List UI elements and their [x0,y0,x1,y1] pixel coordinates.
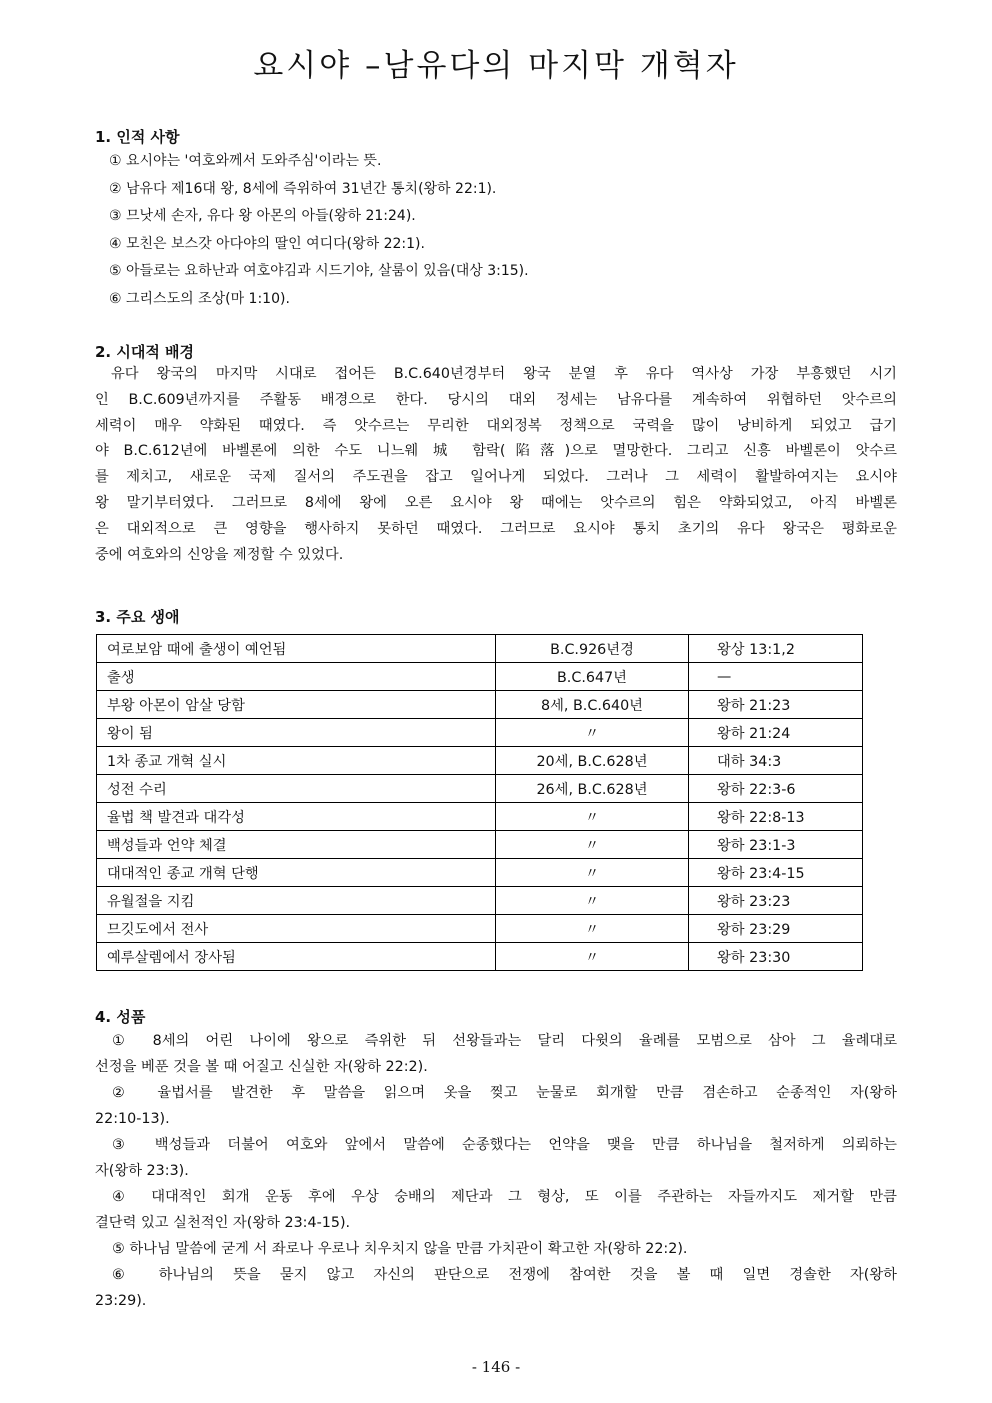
character-item-line: 23:29). [95,1293,147,1309]
reference-cell: 왕하 22:8-13 [689,803,863,831]
table-row [97,803,863,831]
reference-cell: 대하 34:3 [689,747,863,775]
age-date-cell: 〃 [496,915,689,943]
list-item: ⑤ 아들로는 요하난과 여호야김과 시드기야, 살룸이 있음(대상 3:15). [109,263,529,279]
character-item-line: ① 8세의 어린 나이에 왕으로 즉위한 뒤 선왕들과는 달리 다윗의 율례를 모범으로 삼아 그 율례대로 [112,1033,897,1049]
character-item-line: ③ 백성들과 더불어 여호와 앞에서 말씀에 순종했다는 언약을 맺을 만큼 하나님을 철저하게 의뢰하는 [112,1137,897,1153]
table-row [97,887,863,915]
list-item: ④ 모친은 보스갓 아다야의 딸인 여디다(왕하 22:1). [109,235,425,252]
character-item-line: 선정을 베푼 것을 볼 때 어질고 신실한 자(왕하 22:2). [95,1059,428,1075]
paragraph-line: 은 대외적으로 큰 영향을 행사하지 못하던 때였다. 그러므로 요시야 통치 초기의 유다 왕국은 평화로운 [95,520,897,537]
age-date-cell: 〃 [496,859,689,887]
table-row [97,831,863,859]
page-number: - 146 - [471,1358,521,1376]
event-cell: 부왕 아몬이 암살 당함 [97,691,496,719]
life-events-table [96,634,863,971]
age-date-cell: 26세, B.C.628년 [496,775,689,803]
character-item-line: ② 율법서를 발견한 후 말씀을 읽으며 옷을 찢고 눈물로 회개할 만큼 겸손하고 순종적인 자(왕하 [112,1085,897,1101]
reference-cell: — [689,663,863,691]
table-row [97,859,863,887]
table-row [97,635,863,663]
character-item-line: 결단력 있고 실천적인 자(왕하 23:4-15). [95,1215,351,1231]
event-cell: 1차 종교 개혁 실시 [97,747,496,775]
age-date-cell: 8세, B.C.640년 [496,691,689,719]
paragraph-line: 중에 여호와의 신앙을 제정할 수 있었다. [95,546,344,563]
age-date-cell: 〃 [496,803,689,831]
age-date-cell: B.C.647년 [496,663,689,691]
reference-cell: 왕하 21:23 [689,691,863,719]
paragraph-line: 인 B.C.609년까지를 주활동 배경으로 한다. 당시의 대외 정세는 남유다를 계속하여 위협하던 앗수르의 [95,391,897,408]
list-item: ③ 므낫세 손자, 유다 왕 아몬의 아들(왕하 21:24). [109,208,416,224]
reference-cell: 왕상 13:1,2 [689,635,863,663]
age-date-cell: B.C.926년경 [496,635,689,663]
list-item: ② 남유다 제16대 왕, 8세에 즉위하여 31년간 통치(왕하 22:1). [109,180,497,197]
event-cell: 왕이 됨 [97,719,496,747]
age-date-cell: 〃 [496,887,689,915]
character-item-line: ⑤ 하나님 말씀에 굳게 서 좌로나 우로나 치우치지 않을 만큼 가치관이 확고한 자(왕하 22:2). [112,1241,688,1257]
event-cell: 유월절을 지킴 [97,887,496,915]
section-heading-character: 4. 성품 [95,1008,146,1026]
table-row [97,691,863,719]
section-heading-main-life: 3. 주요 생애 [95,608,180,626]
event-cell: 율법 책 발견과 대각성 [97,803,496,831]
reference-cell: 왕하 22:3-6 [689,775,863,803]
age-date-cell: 20세, B.C.628년 [496,747,689,775]
reference-cell: 왕하 21:24 [689,719,863,747]
paragraph-line: 왕 말기부터였다. 그러므로 8세에 왕에 오른 요시야 왕 때에는 앗수르의 힘은 약화되었고, 아직 바벨론 [95,494,897,511]
event-cell: 므깃도에서 전사 [97,915,496,943]
table-row [97,775,863,803]
reference-cell: 왕하 23:23 [689,887,863,915]
reference-cell: 왕하 23:30 [689,943,863,971]
table-row [97,663,863,691]
event-cell: 출생 [97,663,496,691]
event-cell: 대대적인 종교 개혁 단행 [97,859,496,887]
character-item-line: ⑥ 하나님의 뜻을 묻지 않고 자신의 판단으로 전쟁에 참여한 것을 볼 때 일면 경솔한 자(왕하 [112,1267,897,1283]
paragraph-line: 유다 왕국의 마지막 시대로 접어든 B.C.640년경부터 왕국 분열 후 유다 역사상 가장 부흥했던 시기 [111,366,897,382]
event-cell: 백성들과 언약 체결 [97,831,496,859]
age-date-cell: 〃 [496,943,689,971]
character-item-line: 자(왕하 23:3). [95,1163,189,1179]
paragraph-line: 세력이 매우 약화된 때였다. 즉 앗수르는 무리한 대외정복 정책으로 국력을 많이 낭비하게 되었고 급기 [95,417,897,434]
character-list [95,1028,897,1314]
reference-cell: 왕하 23:29 [689,915,863,943]
paragraph-line: 를 제치고, 새로운 국제 질서의 주도권을 잡고 일어나게 되었다. 그러나 그 세력이 활발하여지는 요시야 [95,469,897,486]
personal-info-list [109,148,529,313]
reference-cell: 왕하 23:1-3 [689,831,863,859]
section-heading-personal-info: 1. 인적 사항 [95,128,180,146]
table-row [97,747,863,775]
character-item-line: 22:10-13). [95,1111,170,1127]
paragraph-line: 야 B.C.612년에 바벨론에 의한 수도 니느웨 城 함락(陷落)으로 멸망한다. 그리고 신흥 바벨론이 앗수르 [95,443,897,460]
table-row [97,719,863,747]
table-row [97,915,863,943]
section-heading-background: 2. 시대적 배경 [95,343,195,361]
list-item: ⑥ 그리스도의 조상(마 1:10). [109,290,290,307]
event-cell: 예루살렘에서 장사됨 [97,943,496,971]
list-item: ① 요시야는 '여호와께서 도와주심'이라는 뜻. [109,153,382,169]
table-row [97,943,863,971]
reference-cell: 왕하 23:4-15 [689,859,863,887]
character-item-line: ④ 대대적인 회개 운동 후에 우상 숭배의 제단과 그 형상, 또 이를 주관하는 자들까지도 제거할 만큼 [112,1189,897,1205]
age-date-cell: 〃 [496,831,689,859]
page-title: 요시야 –남유다의 마지막 개혁자 [253,48,739,84]
background-paragraph [95,362,897,568]
event-cell: 여로보암 때에 출생이 예언됨 [97,635,496,663]
event-cell: 성전 수리 [97,775,496,803]
age-date-cell: 〃 [496,719,689,747]
